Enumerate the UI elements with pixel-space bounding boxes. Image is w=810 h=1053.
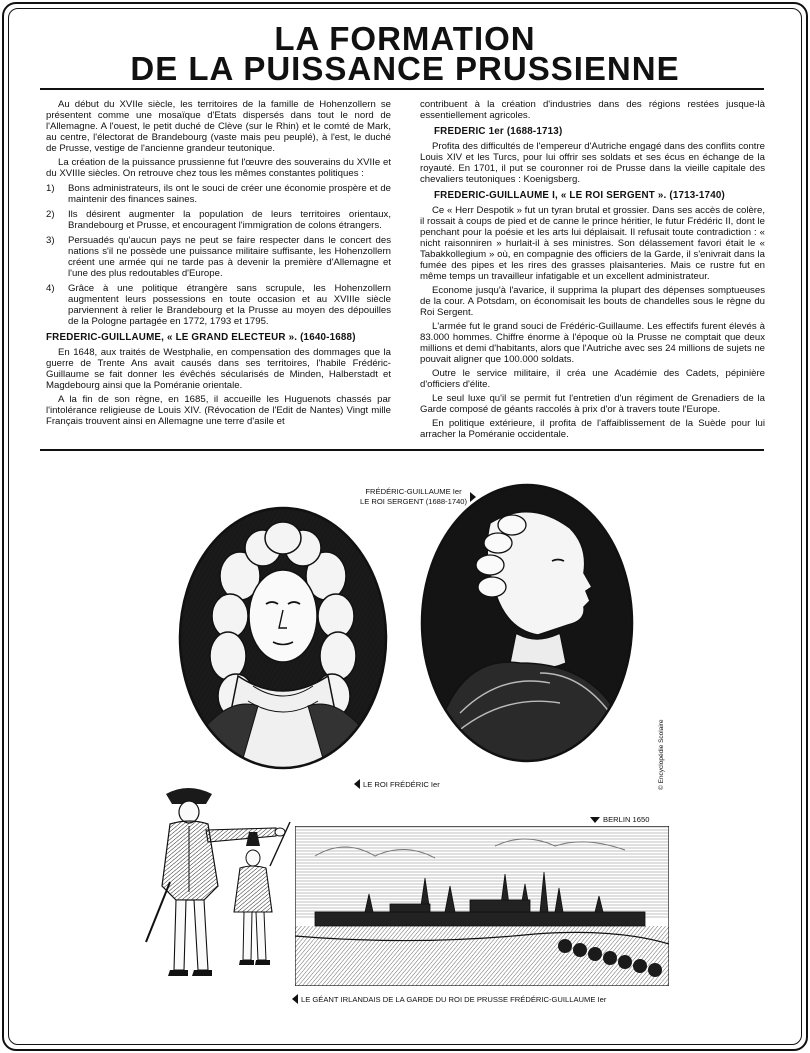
pointer-left-icon	[354, 779, 360, 789]
caption-text: LE ROI SERGENT (1688-1740)	[360, 496, 468, 506]
list-text: Grâce à une politique étrangère sans scrupule, les Hohenzollern augmentent leurs possessions en toute occasion et au XVIIIe siècle parviennent à relier le Brandebourg et la Prusse au moyen des dépouilles de la Pologne partagée en 1772, 1793 et 1795.	[68, 283, 391, 327]
paragraph: contribuent à la création d'industries dans des régions restées jusque-là essentiellement agricoles.	[420, 99, 765, 121]
list-number: 1)	[46, 183, 55, 194]
giant-guard-illustration	[140, 782, 300, 990]
paragraph: Econome jusqu'à l'avarice, il supprima la plupart des dépenses somptueuses de la cour. A Potsdam, on économisait les bouts de chandelles sous le règne du Roi Sergent.	[420, 285, 765, 318]
paragraph: Ce « Herr Despotik » fut un tyran brutal et grossier. Dans ses accès de colère, il rossait à coups de pied et de canne le prince héritier, le futur Frédéric II, dont le penchant pour la poésie et les arts lui déplaisait. Il refusait toute contradiction : « nicht raisonniren » hurlait-il à ses ministres. Son délassement favori était le « Tabakkollegium » où, en compagnie des officiers de la Garde, il s'enivrait dans la fumée des pipes et les rires des grasses plaisanteries. Mais ce rustre fut en même temps un travailleur infatigable et un excellent administrateur.	[420, 205, 765, 282]
left-column	[46, 99, 391, 430]
paragraph: Le seul luxe qu'il se permit fut l'entretien d'un régiment de Grenadiers de la Garde composé de géants raccolés à prix d'or à travers toute l'Europe.	[420, 393, 765, 415]
paragraph: En 1648, aux traités de Westphalie, en compensation des dommages que la guerre de Trente Ans avait causés dans ses territoires, l'habile Frédéric-Guillaume se fait donner les évêchés sécularisés de Minden, Halberstadt et Magdebourg ainsi que la Poméranie orientale.	[46, 347, 391, 391]
list-text: Bons administrateurs, ils ont le souci de créer une économie prospère et de maintenir des finances saines.	[68, 183, 391, 205]
paragraph: L'armée fut le grand souci de Frédéric-Guillaume. Les effectifs furent élevés à 83.000 hommes. Chiffre énorme à l'époque où la Prusse ne comptait que deux millions et demi d'habitants, alors que l'Autriche avec ses 24 millions de sujets ne pouvait aligner que 100.000 soldats.	[420, 321, 765, 365]
caption-roi-frederic	[354, 779, 440, 789]
right-column	[420, 99, 765, 443]
section-rule	[40, 449, 764, 451]
paragraph: Profita des difficultés de l'empereur d'Autriche engagé dans des conflits contre Louis XIV et les Turcs, pour lui offrir ses soldats et ses écus en échange de la royauté. En 1701, il put se couronner roi de Prusse dans la vieille capitale des chevaliers teutoniques : Koenigsberg.	[420, 141, 765, 185]
caption-text: LE ROI FRÉDÉRIC Ier	[363, 779, 440, 789]
list-item	[46, 209, 391, 231]
numbered-list	[46, 183, 391, 327]
section-heading: FREDERIC-GUILLAUME, « LE GRAND ELECTEUR ». (1640-1688)	[46, 332, 356, 343]
caption-berlin	[590, 815, 649, 824]
berlin-engraving	[295, 826, 669, 986]
paragraph: A la fin de son règne, en 1685, il accueille les Huguenots chassés par l'intolérance religieuse de Louis XIV. (Révocation de l'Edit de Nantes) Vingt mille Français trouvent ainsi en Allemagne une terre d'asile et	[46, 394, 391, 427]
caption-text: LE GÉANT IRLANDAIS DE LA GARDE DU ROI DE PRUSSE FRÉDÉRIC-GUILLAUME Ier	[301, 994, 607, 1004]
pointer-down-icon	[590, 817, 600, 823]
caption-roi-sergent	[360, 487, 476, 506]
list-item	[46, 183, 391, 205]
section-heading: FREDERIC 1er (1688-1713)	[434, 126, 563, 137]
caption-geant-irlandais	[292, 994, 606, 1004]
list-number: 3)	[46, 235, 55, 246]
caption-text: FRÉDÉRIC-GUILLAUME Ier	[365, 487, 462, 496]
pointer-left-icon	[292, 994, 298, 1004]
portrait-frederic-guillaume-1	[420, 483, 634, 763]
paragraph: Outre le service militaire, il créa une Académie des Cadets, pépinière d'officiers d'élite.	[420, 368, 765, 390]
list-number: 4)	[46, 283, 55, 294]
paragraph: Au début du XVIIe siècle, les territoires de la famille de Hohenzollern se présentent comme une mosaïque d'Etats dispersés dans tout le nord de l'Allemagne. A l'ouest, le petit duché de Clève (sur le Rhin) et le comté de Mark, au centre, l'électorat de Brandebourg (vaste mais peu peuplé), à l'est, le duché de Prusse, vestige de l'ancienne grandeur teutonique.	[46, 99, 391, 154]
title-line-1: LA FORMATION	[274, 20, 536, 57]
section-heading: FREDERIC-GUILLAUME I, « LE ROI SERGENT ». (1713-1740)	[434, 190, 725, 201]
list-item	[46, 283, 391, 327]
copyright-note: © Encyclopédie Scolaire	[658, 719, 665, 790]
title-line-2: DE LA PUISSANCE PRUSSIENNE	[130, 50, 680, 87]
list-text: Persuadés qu'aucun pays ne peut se faire respecter dans le concert des nations s'il ne possède une puissance militaire suffisante, les Hohenzollern créent une armée qui ne tarde pas à devenir la première d'Allemagne et l'une des plus redoutables d'Europe.	[68, 235, 391, 279]
list-text: Ils désirent augmenter la population de leurs territoires orientaux, Brandebourg et Prusse, et encouragent l'immigration de colons étrangers.	[68, 209, 391, 231]
paragraph: La création de la puissance prussienne fut l'œuvre des souverains du XVIIe et du XVIIIe siècles. On retrouve chez tous les mêmes constantes politiques :	[46, 157, 391, 179]
title-rule	[40, 88, 764, 90]
portrait-frederic-1	[178, 506, 388, 770]
list-number: 2)	[46, 209, 55, 220]
paragraph: En politique extérieure, il profita de l'affaiblissement de la Suède pour lui arracher la Poméranie occidentale.	[420, 418, 765, 440]
caption-text: BERLIN 1650	[603, 815, 650, 824]
list-item	[46, 235, 391, 279]
pointer-right-icon	[470, 492, 476, 502]
